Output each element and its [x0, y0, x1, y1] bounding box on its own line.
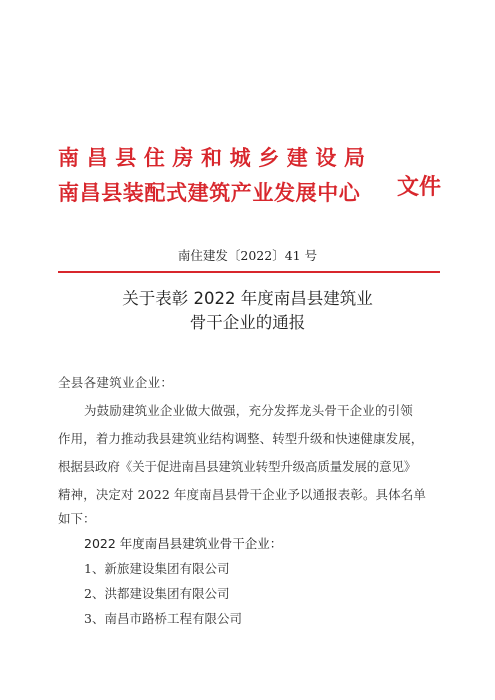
- list-item: 3、南昌市路桥工程有限公司: [84, 611, 242, 626]
- document-number: 南住建发〔2022〕41 号: [177, 248, 318, 263]
- list-item: 2、洪都建设集团有限公司: [84, 586, 230, 601]
- document-type-label: 文件: [397, 175, 442, 200]
- issuer-line-1: 南昌县住房和城乡建设局: [58, 146, 373, 170]
- paragraph-line-4: 精神，决定对 2022 年度南昌县骨干企业予以通报表彰。具体名单: [58, 487, 426, 502]
- paragraph-line-3: 根据县政府《关于促进南昌县建筑业转型升级高质量发展的意见》: [58, 459, 417, 474]
- issuer-line-2: 南昌县装配式建筑产业发展中心: [58, 181, 361, 205]
- salutation: 全县各建筑业企业：: [58, 375, 174, 390]
- list-item: 1、新旅建设集团有限公司: [84, 561, 230, 576]
- document-title-line-1: 关于表彰 2022 年度南昌县建筑业: [122, 289, 373, 308]
- red-divider-rule: [58, 271, 440, 273]
- list-heading: 2022 年度南昌县建筑业骨干企业：: [84, 536, 283, 551]
- paragraph-line-1: 为鼓励建筑业企业做大做强，充分发挥龙头骨干企业的引领: [84, 403, 413, 418]
- paragraph-line-5: 如下：: [58, 511, 96, 526]
- document-title-line-2: 骨干企业的通报: [189, 313, 306, 332]
- paragraph-line-2: 作用，着力推动我县建筑业结构调整、转型升级和快速健康发展，: [58, 431, 424, 446]
